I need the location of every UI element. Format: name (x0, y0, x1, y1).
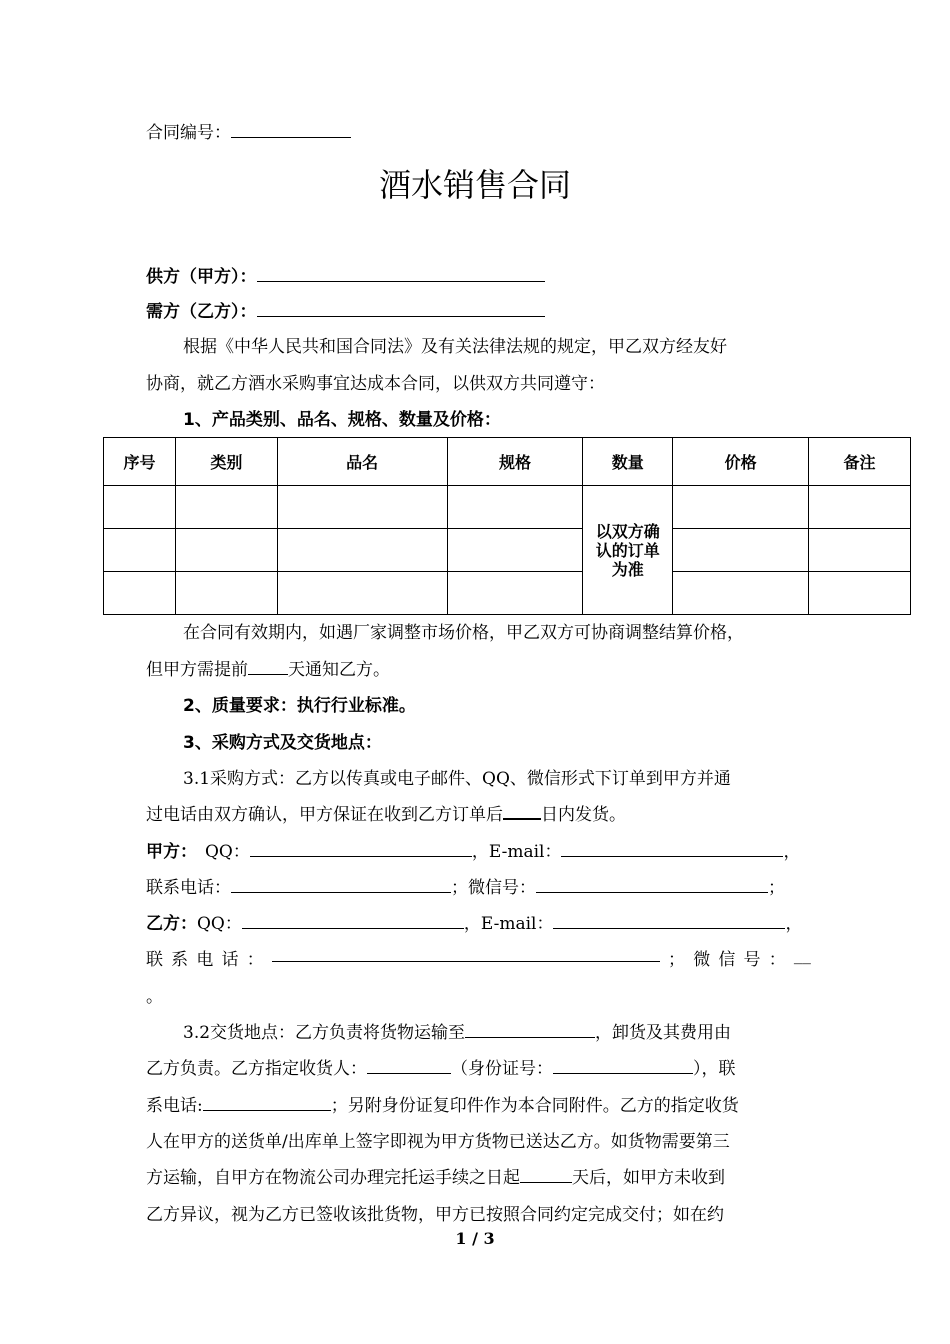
clause-3-2-line-1 (183, 1018, 731, 1043)
party-b-phone-label: 电 (196, 950, 214, 970)
section-2-heading: 2、质量要求：执行行业标准。 (183, 696, 416, 716)
clause-3-2-text: ，卸货及其费用由 (595, 1023, 732, 1043)
col-header-index: 序号 (104, 438, 176, 486)
party-b-phone-label: 话 (221, 950, 239, 970)
table-cell[interactable] (809, 486, 911, 529)
party-b-contact-row (146, 909, 802, 934)
document-title: 酒水销售合同 (378, 166, 571, 204)
clause-3-2-line-5 (146, 1163, 725, 1188)
table-row (104, 572, 911, 615)
consignee-phone-blank[interactable] (203, 1094, 331, 1111)
table-cell[interactable] (809, 529, 911, 572)
party-b-wechat-field[interactable]: __ (793, 945, 811, 965)
party-b-email-label: ，E-mail： (463, 914, 554, 934)
clause-3-2-line-3 (146, 1091, 739, 1116)
col-header-quantity: 数量 (583, 438, 673, 486)
clause-3-2-text: （身份证号： (451, 1059, 553, 1079)
clause-3-1-line-2 (146, 800, 626, 825)
party-a-phone-field[interactable] (231, 876, 451, 893)
table-cell[interactable] (447, 572, 583, 615)
clause-3-1-text: 过电话由双方确认，甲方保证在收到乙方订单后 (146, 805, 503, 825)
clause-3-2-line-6: 乙方异议，视为乙方已签收该批货物，甲方已按照合同约定完成交付；如在约 (146, 1205, 724, 1225)
party-b-email-field[interactable] (553, 912, 785, 929)
delivery-address-blank[interactable] (465, 1021, 595, 1038)
party-b-qq-field[interactable] (242, 912, 464, 929)
table-cell[interactable] (104, 529, 176, 572)
table-cell[interactable] (277, 486, 447, 529)
party-b-wechat-label: ； (668, 950, 686, 970)
contract-number-label: 合同编号： (146, 123, 231, 143)
intro-line-2: 协商，就乙方酒水采购事宜达成本合同，以供双方共同遵守： (146, 374, 605, 394)
party-b-phone-label: ： (246, 950, 264, 970)
price-adjust-line-1: 在合同有效期内，如遇厂家调整市场价格，甲乙双方可协商调整结算价格， (183, 623, 744, 643)
party-a-wechat-field[interactable] (536, 876, 768, 893)
section-3-heading: 3、采购方式及交货地点： (183, 733, 382, 753)
clause-3-2-text: 系电话: (146, 1096, 203, 1116)
clause-3-2-text: 3.2交货地点：乙方负责将货物运输至 (183, 1023, 466, 1043)
table-cell[interactable] (175, 572, 277, 615)
table-cell[interactable] (673, 486, 809, 529)
party-a-contact-row (146, 837, 800, 862)
page-number: 1 / 3 (455, 1229, 495, 1248)
clause-3-2-text: ；另附身份证复印件作为本合同附件。乙方的指定收货 (330, 1096, 739, 1116)
party-b-wechat-label: 信 (718, 950, 736, 970)
table-cell[interactable] (104, 486, 176, 529)
col-header-spec: 规格 (447, 438, 583, 486)
buyer-blank[interactable] (257, 300, 545, 317)
table-header-row (104, 438, 911, 486)
supplier-row (146, 262, 545, 287)
table-cell[interactable] (809, 572, 911, 615)
clause-3-2-text: ），联 (693, 1059, 736, 1079)
party-a-wechat-label: ；微信号： (451, 878, 536, 898)
col-header-category: 类别 (175, 438, 277, 486)
clause-3-2-line-2 (146, 1054, 736, 1079)
price-adjust-text-end: 天通知乙方。 (288, 660, 390, 680)
punctuation: ； (768, 878, 785, 898)
party-a-email-label: ，E-mail： (471, 842, 562, 862)
table-cell[interactable] (673, 572, 809, 615)
supplier-blank[interactable] (257, 265, 545, 282)
party-b-phone-label: 系 (171, 950, 189, 970)
party-a-qq-field[interactable] (250, 840, 472, 857)
table-cell[interactable] (277, 572, 447, 615)
section-1-heading: 1、产品类别、品名、规格、数量及价格： (183, 410, 501, 430)
party-b-wechat-label: 号 (743, 950, 761, 970)
clause-3-2-text: 乙方负责。乙方指定收货人： (146, 1059, 367, 1079)
table-cell[interactable] (673, 529, 809, 572)
party-b-end-mark: 。 (146, 987, 163, 1007)
contract-number-row (146, 118, 351, 143)
clause-3-1-line-1: 3.1采购方式：乙方以传真或电子邮件、QQ、微信形式下订单到甲方并通 (183, 769, 731, 789)
table-cell[interactable] (447, 529, 583, 572)
intro-line-1: 根据《中华人民共和国合同法》及有关法律法规的规定，甲乙双方经友好 (183, 337, 727, 357)
clause-3-2-line-4: 人在甲方的送货单/出库单上签字即视为甲方货物已送达乙方。如货物需要第三 (146, 1132, 730, 1152)
consignee-blank[interactable] (367, 1057, 451, 1074)
party-b-label: 乙方： (146, 914, 197, 934)
party-a-qq-label: QQ： (205, 842, 250, 862)
id-number-blank[interactable] (553, 1057, 693, 1074)
punctuation: ， (785, 914, 803, 934)
delivery-days-blank[interactable] (503, 802, 541, 820)
quantity-note-line: 认的订单 (595, 540, 660, 560)
table-row (104, 529, 911, 572)
clause-3-2-text: 方运输，自甲方在物流公司办理完托运手续之日起 (146, 1168, 520, 1188)
buyer-row (146, 297, 545, 322)
table-cell[interactable] (447, 486, 583, 529)
clause-3-2-text: 天后，如甲方未收到 (572, 1168, 725, 1188)
party-b-phone-row (146, 945, 811, 970)
party-b-wechat-label: ： (768, 950, 786, 970)
col-header-product-name: 品名 (277, 438, 447, 486)
notice-days-blank[interactable] (248, 658, 288, 675)
col-header-price: 价格 (673, 438, 809, 486)
price-adjust-text: 但甲方需提前 (146, 660, 248, 680)
clause-3-1-text-end: 日内发货。 (541, 805, 626, 825)
supplier-label: 供方（甲方）： (146, 267, 257, 287)
contract-number-blank[interactable] (231, 121, 351, 138)
col-header-remarks: 备注 (809, 438, 911, 486)
party-b-phone-field[interactable] (272, 945, 660, 962)
table-cell[interactable] (175, 529, 277, 572)
party-a-phone-label: 联系电话： (146, 878, 231, 898)
buyer-label: 需方（乙方）： (146, 302, 257, 322)
objection-days-blank[interactable] (520, 1166, 572, 1183)
price-adjust-line-2 (146, 655, 390, 680)
party-a-label: 甲方： (146, 842, 197, 862)
quantity-note-line: 以双方确 (595, 521, 660, 541)
punctuation: ， (783, 842, 801, 862)
quantity-note-cell (583, 486, 673, 615)
party-b-wechat-label: 微 (693, 950, 711, 970)
table-cell[interactable] (277, 529, 447, 572)
party-b-qq-label: QQ： (197, 914, 242, 934)
party-b-phone-label: 联 (146, 950, 163, 970)
party-a-phone-row (146, 873, 785, 898)
product-table (103, 437, 911, 615)
table-cell[interactable] (175, 486, 277, 529)
table-cell[interactable] (104, 572, 176, 615)
party-a-email-field[interactable] (561, 840, 783, 857)
table-row (104, 486, 911, 529)
quantity-note-line: 为准 (611, 559, 644, 579)
